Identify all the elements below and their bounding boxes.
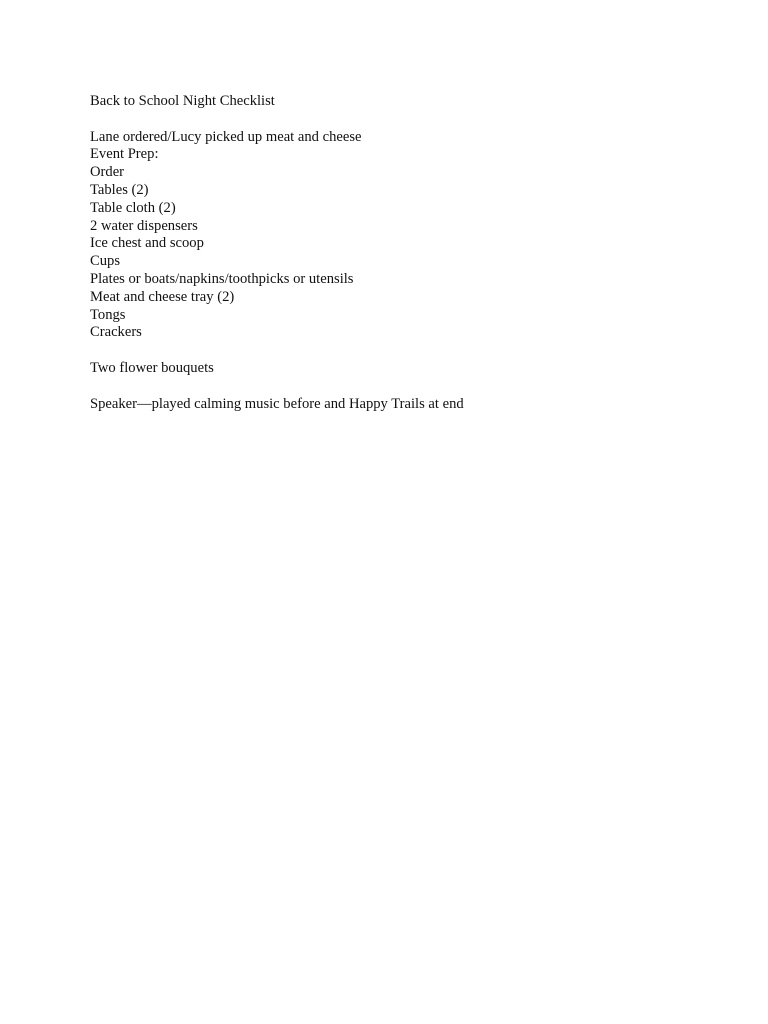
checklist-item: Ice chest and scoop (90, 235, 204, 252)
checklist-item: Table cloth (2) (90, 199, 176, 216)
speaker-line: Speaker—played calming music before and Happy Trails at end (90, 395, 464, 412)
blank-line (90, 342, 690, 360)
checklist-item: Order (90, 164, 125, 181)
checklist-item: Tables (2) (90, 181, 149, 198)
intro-line: Lane ordered/Lucy picked up meat and cheese (90, 128, 362, 145)
prep-heading: Event Prep: (90, 146, 159, 163)
checklist-item: Meat and cheese tray (2) (90, 288, 235, 305)
checklist-item: Crackers (90, 324, 142, 341)
blank-line (90, 111, 690, 129)
checklist-item: Tongs (90, 306, 126, 323)
checklist-item: Plates or boats/napkins/toothpicks or utensils (90, 270, 354, 287)
document-title: Back to School Night Checklist (90, 93, 275, 109)
document-body (90, 93, 690, 413)
blank-line (90, 378, 690, 396)
checklist-item: 2 water dispensers (90, 217, 198, 234)
flowers-line: Two flower bouquets (90, 359, 214, 376)
checklist-item: Cups (90, 253, 121, 270)
